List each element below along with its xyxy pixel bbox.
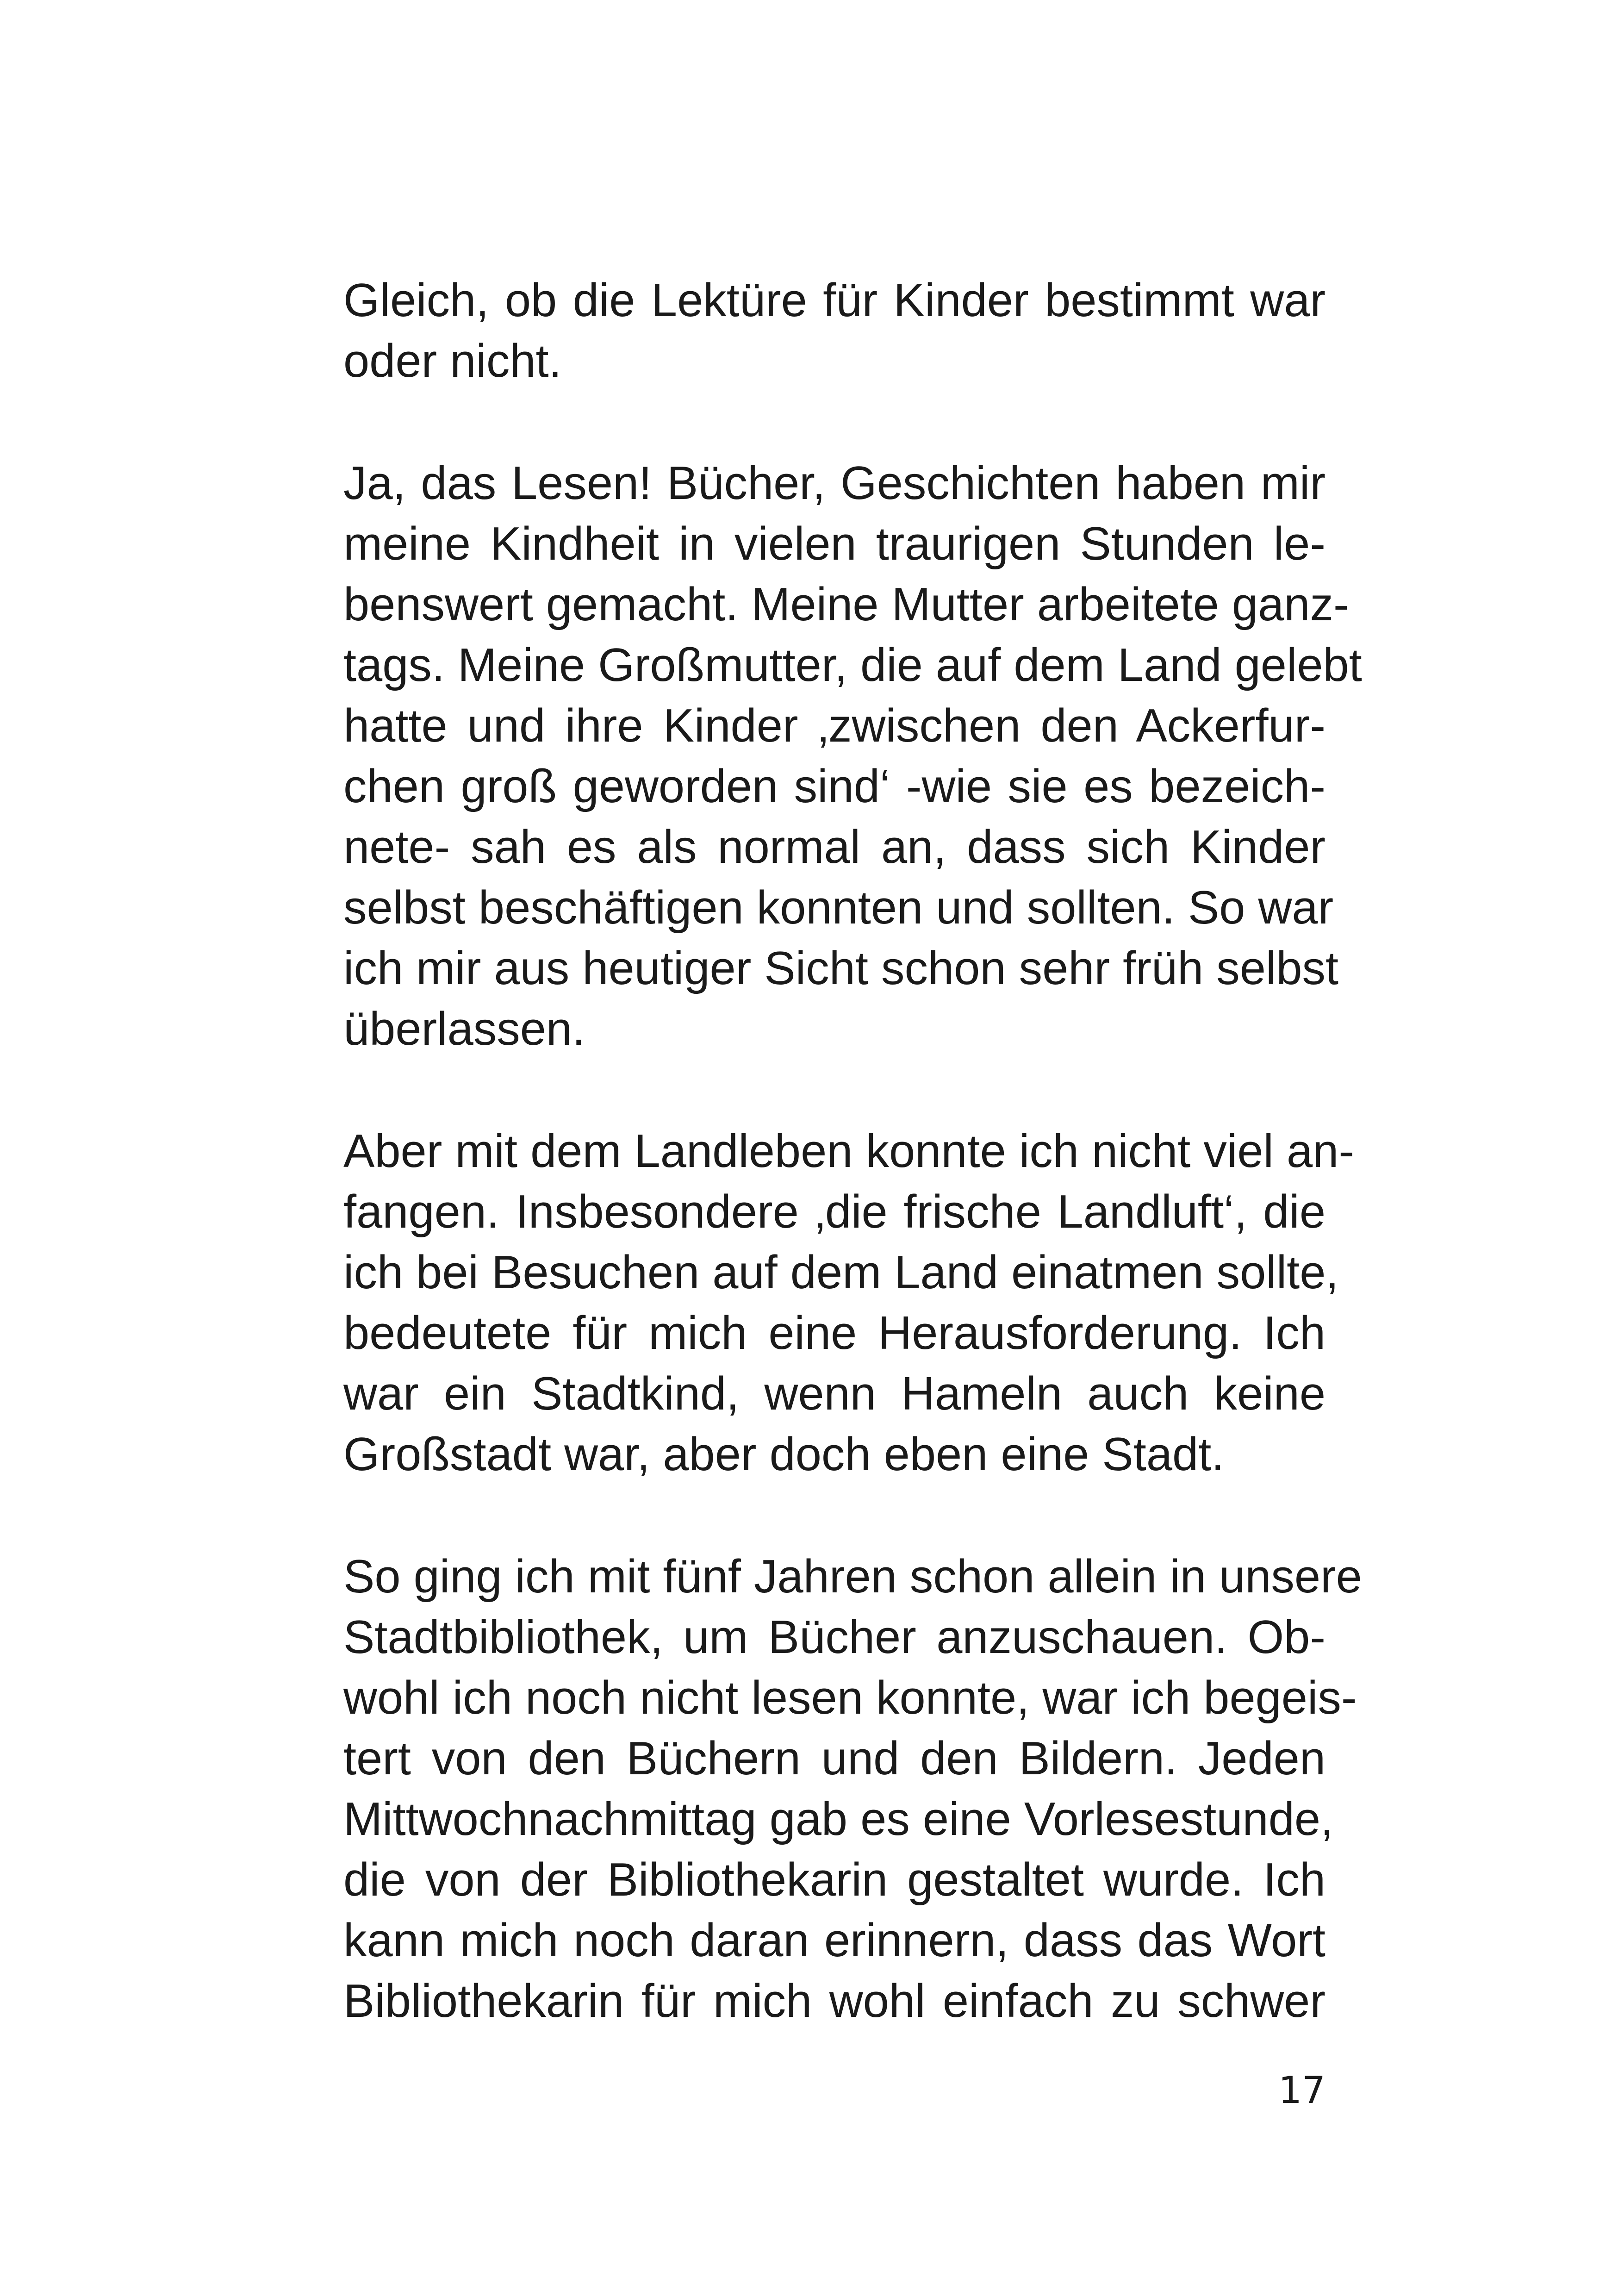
text-line: ich bei Besuchen auf dem Land einatmen sollte,: [343, 1247, 1339, 1298]
text-line: fangen. Insbesondere ‚die frische Landluft‘, die: [343, 1186, 1326, 1238]
text-line: nete- sah es als normal an, dass sich Kinder: [343, 821, 1326, 873]
text-line: Aber mit dem Landleben konnte ich nicht viel an-: [343, 1125, 1354, 1177]
text-line: kann mich noch daran erinnern, dass das Wort: [343, 1915, 1326, 1966]
paragraph-4: [343, 1547, 1362, 2032]
text-line: tert von den Büchern und den Bildern. Jeden: [343, 1733, 1326, 1784]
text-line: chen groß geworden sind‘ -wie sie es bezeich-: [343, 761, 1326, 812]
paragraph-3: [343, 1121, 1354, 1485]
text-line: hatte und ihre Kinder ‚zwischen den Ackerfur-: [343, 700, 1326, 752]
text-line: Großstadt war, aber doch eben eine Stadt.: [343, 1429, 1225, 1480]
text-line: war ein Stadtkind, wenn Hameln auch keine: [343, 1368, 1326, 1420]
text-line: selbst beschäftigen konnten und sollten. So war: [343, 882, 1334, 934]
text-line: bedeutete für mich eine Herausforderung. Ich: [343, 1307, 1326, 1359]
text-line: tags. Meine Großmutter, die auf dem Land gelebt: [343, 639, 1362, 691]
text-line: Stadtbibliothek, um Bücher anzuschauen. Ob-: [343, 1611, 1326, 1663]
text-line: ich mir aus heutiger Sicht schon sehr früh selbst: [343, 942, 1339, 994]
text-line: die von der Bibliothekarin gestaltet wurde. Ich: [343, 1854, 1326, 1906]
text-line: wohl ich noch nicht lesen konnte, war ich begeis-: [343, 1672, 1357, 1724]
text-line: So ging ich mit fünf Jahren schon allein in unsere: [343, 1551, 1362, 1603]
text-line: Gleich, ob die Lektüre für Kinder bestimmt war: [343, 275, 1326, 326]
text-line: benswert gemacht. Meine Mutter arbeitete ganz-: [343, 579, 1349, 630]
text-line: Ja, das Lesen! Bücher, Geschichten haben mir: [343, 457, 1326, 509]
page-number: 17: [1278, 2069, 1326, 2112]
text-line: Mittwochnachmittag gab es eine Vorlesestunde,: [343, 1793, 1334, 1845]
text-line: meine Kindheit in vielen traurigen Stunden le-: [343, 518, 1326, 570]
paragraph-1: [343, 270, 1326, 392]
text-line: oder nicht.: [343, 335, 562, 387]
text-line: Bibliothekarin für mich wohl einfach zu schwer: [343, 1975, 1326, 2027]
paragraph-2: [343, 453, 1362, 1060]
text-line: überlassen.: [343, 1003, 585, 1055]
body-text: [343, 270, 1362, 2032]
